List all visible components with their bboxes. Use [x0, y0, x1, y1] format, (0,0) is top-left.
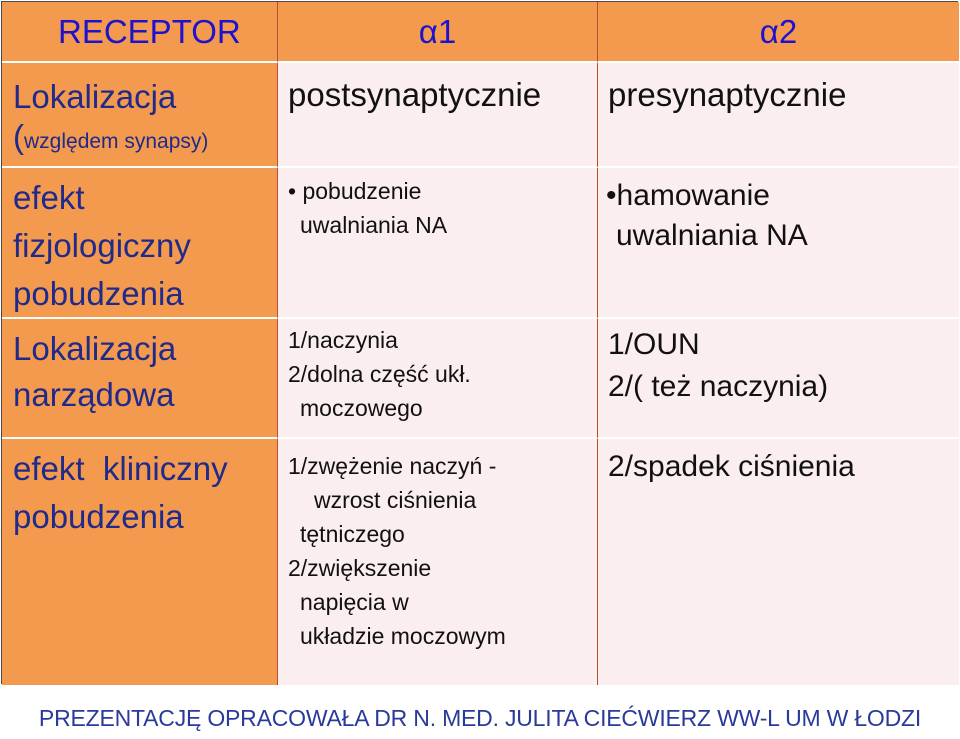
row-label-line: narządowa	[13, 376, 175, 413]
cell-line: tętniczego	[300, 521, 405, 547]
row-organ-localization-alpha1	[278, 319, 598, 439]
row-clinical-effect-alpha2	[598, 439, 959, 685]
header-alpha2	[598, 2, 959, 63]
cell-line: układzie moczowym	[300, 623, 506, 649]
header-alpha2-label: α2	[759, 12, 798, 50]
header-receptor	[2, 2, 278, 63]
cell-line: 1/zwężenie naczyń -	[288, 453, 497, 479]
row-label-small: względem synapsy)	[24, 130, 209, 153]
cell-line: • pobudzenie	[288, 178, 422, 204]
cell-line: 2/( też naczynia)	[608, 370, 829, 403]
row-label-line: pobudzenia	[13, 275, 184, 312]
row-localization-synapse-alpha1	[278, 63, 598, 168]
header-receptor-label: RECEPTOR	[58, 12, 241, 50]
row-clinical-effect-alpha1	[278, 439, 598, 685]
row-organ-localization-alpha2	[598, 319, 959, 439]
header-alpha1-label: α1	[418, 12, 457, 50]
cell-line: 1/OUN	[608, 328, 700, 361]
row-label-line: pobudzenia	[13, 498, 184, 535]
row-label-subtitle	[13, 117, 208, 162]
row-label-line: Lokalizacja	[13, 330, 177, 367]
cell-line: napięcia w	[300, 589, 409, 615]
row-localization-synapse-label	[2, 63, 278, 168]
cell-line: 2/spadek ciśnienia	[608, 450, 855, 483]
row-clinical-effect-label	[2, 439, 278, 685]
row-organ-localization-label	[2, 319, 278, 439]
header-alpha1	[278, 2, 598, 63]
row-physiological-effect-label	[2, 168, 278, 319]
cell-line: 1/naczynia	[288, 327, 398, 353]
row-label-line: fizjologiczny	[13, 227, 191, 264]
paren: (	[13, 118, 24, 155]
cell-text: presynaptycznie	[608, 76, 847, 113]
row-physiological-effect-alpha2	[598, 168, 959, 319]
cell-text: postsynaptycznie	[288, 76, 542, 113]
cell-line: wzrost ciśnienia	[314, 487, 477, 513]
author-footer: PREZENTACJĘ OPRACOWAŁA DR N. MED. JULITA CIEĆWIERZ WW-L UM W ŁODZI	[38, 705, 922, 731]
cell-line: uwalniania NA	[616, 219, 808, 252]
cell-line: •hamowanie	[606, 179, 770, 212]
row-localization-synapse-alpha2	[598, 63, 959, 168]
row-label-line: efekt kliniczny	[13, 450, 228, 487]
cell-line: 2/dolna część ukł.	[288, 361, 471, 387]
cell-line: moczowego	[300, 395, 423, 421]
receptor-table	[1, 1, 958, 684]
row-label-line: Lokalizacja	[13, 78, 177, 115]
cell-line: uwalniania NA	[300, 212, 448, 238]
cell-line: 2/zwiększenie	[288, 555, 432, 581]
row-label-line: efekt	[13, 179, 85, 216]
row-physiological-effect-alpha1	[278, 168, 598, 319]
